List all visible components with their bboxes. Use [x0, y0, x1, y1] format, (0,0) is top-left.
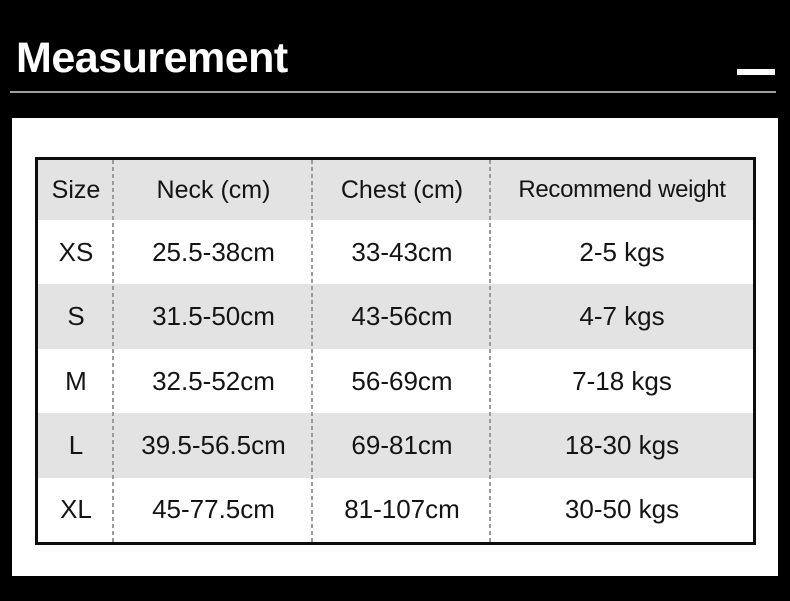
column-divider	[311, 160, 313, 542]
table-row	[38, 284, 753, 348]
column-divider	[112, 160, 114, 542]
table-row	[38, 220, 753, 284]
table-row	[38, 413, 753, 477]
size-value: M	[65, 365, 87, 396]
table-row	[38, 349, 753, 413]
minus-dash-icon	[737, 69, 775, 75]
size-value: S	[67, 301, 85, 332]
column-header-weight: Recommend weight	[518, 176, 726, 203]
column-header-size: Size	[51, 175, 101, 204]
neck-value: 25.5-38cm	[152, 236, 275, 267]
column-header-chest: Chest (cm)	[340, 175, 464, 204]
neck-value: 32.5-52cm	[152, 365, 275, 396]
weight-value: 18-30 kgs	[564, 429, 680, 460]
neck-value: 31.5-50cm	[152, 301, 275, 332]
header-divider-line	[10, 91, 776, 93]
size-table	[35, 157, 756, 545]
size-value: XS	[58, 236, 94, 267]
page-title: Measurement	[16, 34, 288, 82]
column-divider	[489, 160, 491, 542]
neck-value: 45-77.5cm	[152, 494, 275, 525]
weight-value: 2-5 kgs	[579, 236, 665, 267]
chest-value: 43-56cm	[351, 301, 453, 332]
neck-value: 39.5-56.5cm	[141, 429, 286, 460]
chest-value: 33-43cm	[351, 236, 453, 267]
size-value: XL	[60, 494, 92, 525]
chest-value: 81-107cm	[344, 494, 460, 525]
size-value: L	[68, 429, 84, 460]
column-header-neck: Neck (cm)	[156, 175, 271, 204]
weight-value: 30-50 kgs	[564, 494, 680, 525]
weight-value: 4-7 kgs	[579, 301, 665, 332]
weight-value: 7-18 kgs	[572, 365, 672, 396]
size-chart-panel	[12, 118, 778, 576]
table-row	[38, 478, 753, 542]
table-header-row	[38, 160, 753, 220]
chest-value: 56-69cm	[351, 365, 453, 396]
chest-value: 69-81cm	[351, 429, 453, 460]
